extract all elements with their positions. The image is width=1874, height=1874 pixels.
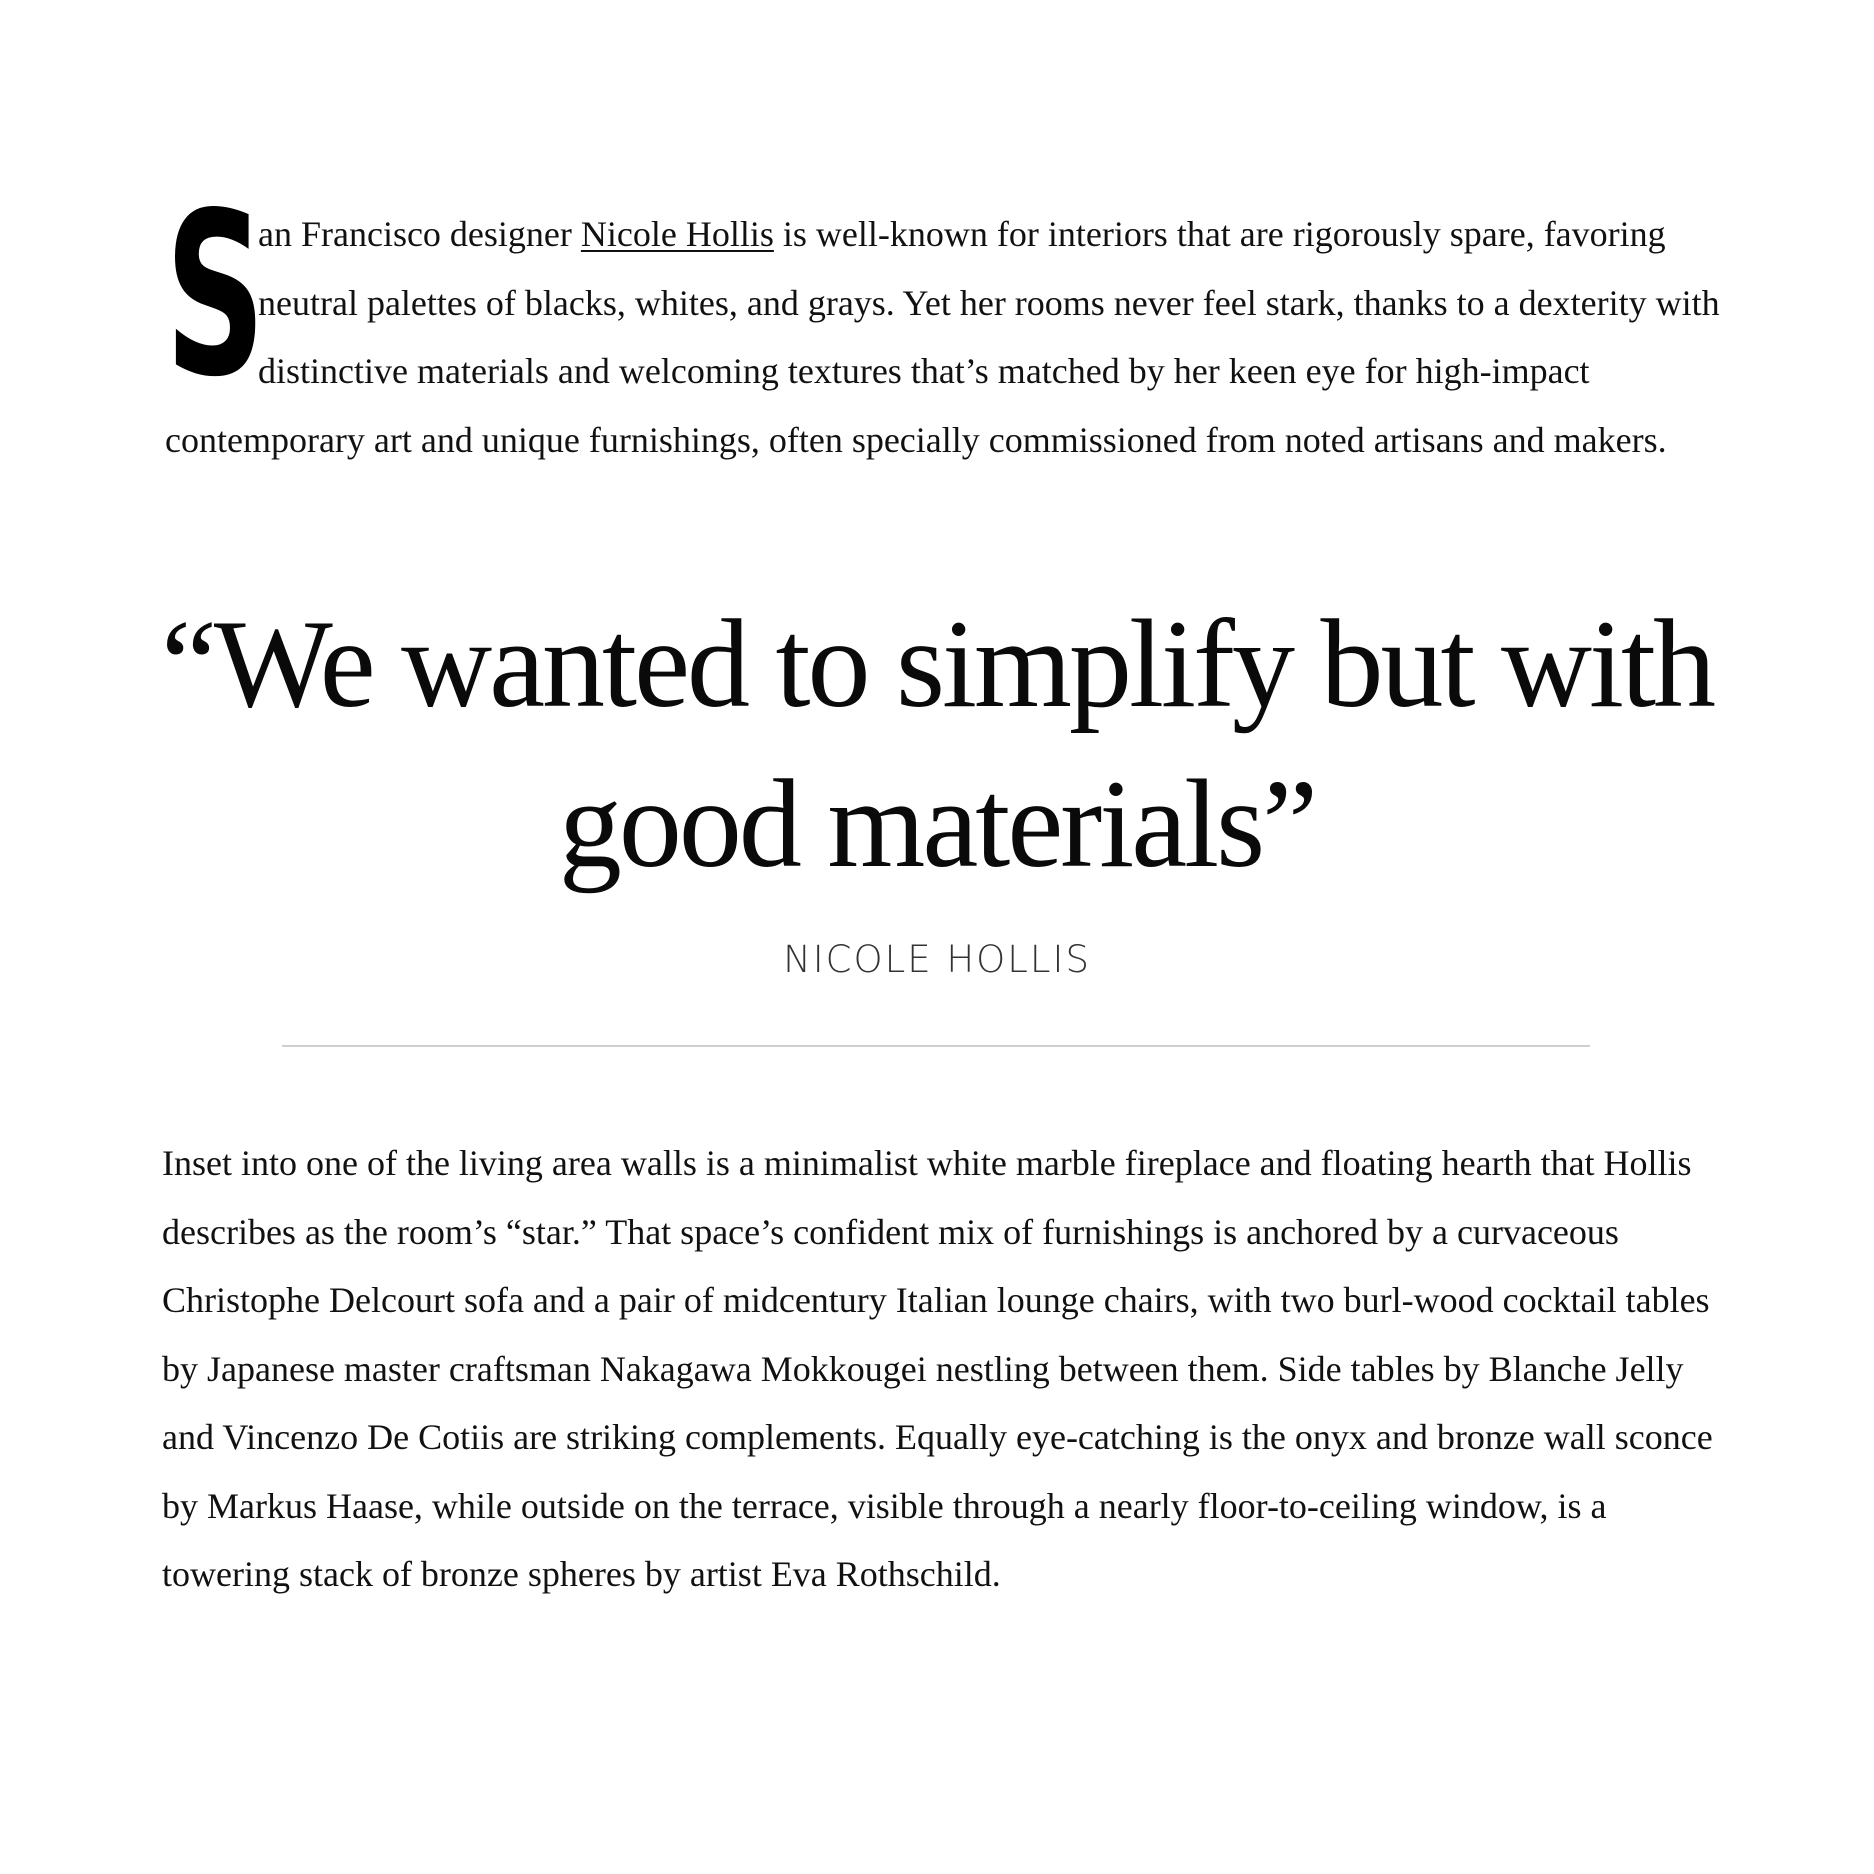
drop-cap: S bbox=[165, 165, 266, 427]
pull-quote: “We wanted to simplify but with good materials” bbox=[160, 595, 1714, 894]
quote-attribution: NICOLE HOLLIS bbox=[783, 938, 1091, 981]
section-divider bbox=[282, 1045, 1590, 1047]
intro-paragraph bbox=[165, 165, 1725, 474]
intro-text-rest: is well-known for interiors that are rigorously spare, favoring neutral palettes of blacks, whites, and grays. Yet her rooms never feel stark, thanks to a dexterity with distinctive materials and welcoming textures that’s matched by her keen eye for high-impact contemporary art and unique furnishings, often specially commissioned from noted artisans and makers. bbox=[165, 214, 1720, 460]
designer-link[interactable]: Nicole Hollis bbox=[580, 214, 774, 254]
intro-text-start: an Francisco designer bbox=[258, 214, 581, 254]
body-paragraph: Inset into one of the living area walls is a minimalist white marble fireplace and floating hearth that Hollis describes as the room’s “star.” That space’s confident mix of furnishings is anchored by a curvaceous Christophe Delcourt sofa and a pair of midcentury Italian lounge chairs, with two burl-wood cocktail tables by Japanese master craftsman Nakagawa Mokkougei nestling between them. Side tables by Blanche Jelly and Vincenzo De Cotiis are striking complements. Equally eye-catching is the onyx and bronze wall sconce by Markus Haase, while outside on the terrace, visible through a nearly floor-to-ceiling window, is a towering stack of bronze spheres by artist Eva Rothschild. bbox=[162, 1143, 1713, 1594]
